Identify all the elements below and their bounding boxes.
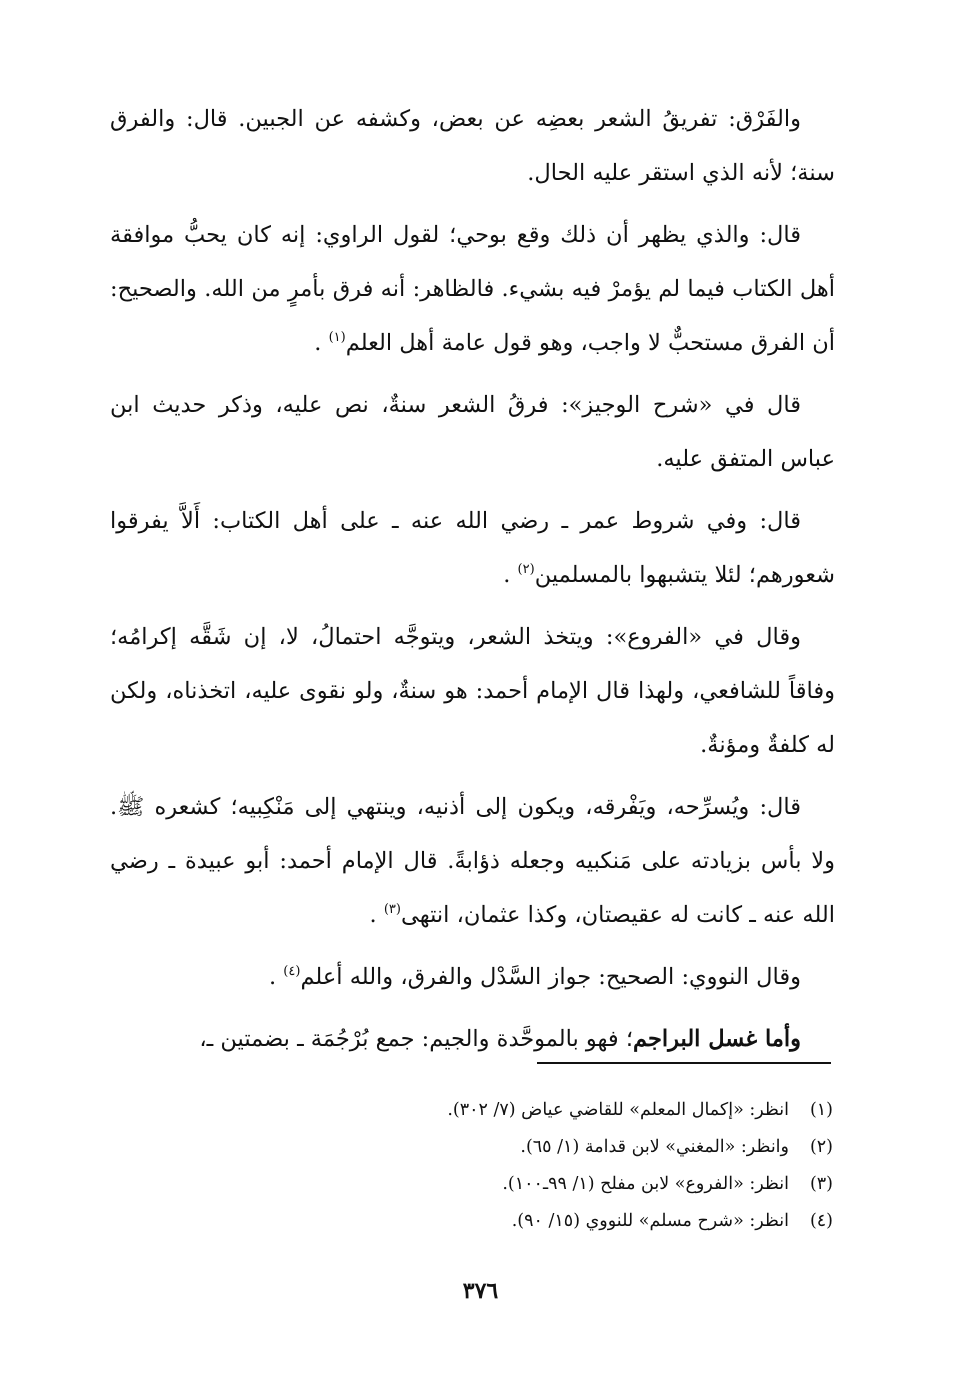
footnote-reference[interactable]: (١) <box>328 330 346 345</box>
paragraph-text: ؛ فهو بالموحَّدة والجيم: جمع بُرْجُمَة ـ بضمتين ـ، <box>199 1026 633 1052</box>
footnote-text: وانظر: «المغني» لابن قدامة (١/ ٦٥). <box>520 1137 789 1157</box>
footnote-text: انظر: «شرح مسلم» للنووي (١٥/ ٩٠). <box>511 1211 789 1231</box>
footnote-reference[interactable]: (٤) <box>283 964 301 979</box>
paragraph-end: . <box>314 330 322 356</box>
footnote-separator <box>537 1062 831 1064</box>
paragraph-8 <box>110 1012 835 1066</box>
footnote-3 <box>233 1166 833 1203</box>
paragraph-text: قال: ويُسرِّحه، ويَفْرقه، ويكون إلى أذنيه، وينتهي إلى مَنْكِبيه؛ كشعره ﷺ. ولا بأس بزيادته على مَنكبيه وجعله ذؤابةً. قال الإمام أحمد: أبو عبيدة ـ رضي الله عنه ـ كانت له عقيصتان، وكذا عثمان، انتهى <box>110 794 835 928</box>
footnote-number: (٤) <box>809 1211 833 1231</box>
footnote-1 <box>233 1092 833 1129</box>
paragraph-2 <box>110 208 835 370</box>
footnote-text: انظر: «إكمال المعلم» للقاضي عياض (٧/ ٣٠٢). <box>447 1100 789 1120</box>
main-text <box>110 92 835 1074</box>
footnote-number: (١) <box>809 1100 833 1120</box>
footnote-number: (٢) <box>809 1137 833 1157</box>
footnote-text: انظر: «الفروع» لابن مفلح (١/ ٩٩ـ١٠٠). <box>502 1174 789 1194</box>
paragraph-text: قال: وفي شروط عمر ـ رضي الله عنه ـ على أهل الكتاب: أَلاَّ يفرقوا شعورهم؛ لئلا يتشبهوا بالمسلمين <box>110 508 835 588</box>
paragraph-end: . <box>503 562 511 588</box>
paragraph-end: . <box>369 902 377 928</box>
footnote-reference[interactable]: (٣) <box>383 902 401 917</box>
paragraph-4 <box>110 494 835 602</box>
footnote-number: (٣) <box>809 1174 833 1194</box>
paragraph-text: قال في «شرح الوجيز»: فرقُ الشعر سنةٌ، نص عليه، وذكر حديث ابن عباس المتفق عليه. <box>110 392 835 472</box>
paragraph-text: والفَرْق: تفريقُ الشعر بعضِه عن بعض، وكشفه عن الجبين. قال: والفرق سنة؛ لأنه الذي استقر عليه الحال. <box>110 106 835 186</box>
footnote-4 <box>233 1203 833 1240</box>
footnote-reference[interactable]: (٢) <box>517 562 535 577</box>
footnote-2 <box>233 1129 833 1166</box>
bold-heading: وأما غسل البراجم <box>632 1026 801 1052</box>
paragraph-7 <box>110 950 835 1004</box>
paragraph-5 <box>110 610 835 772</box>
paragraph-6 <box>110 780 835 942</box>
paragraph-end: . <box>268 964 277 990</box>
paragraph-text: وقال النووي: الصحيح: جواز السَّدْل والفرق، والله أعلم <box>300 964 801 990</box>
paragraph-text: قال: والذي يظهر أن ذلك وقع بوحي؛ لقول الراوي: إنه كان يحبُّ موافقة أهل الكتاب فيما لم يؤمرْ فيه بشيء. فالظاهر: أنه فرق بأمرٍ من الله. والصحيح: أن الفرق مستحبٌّ لا واجب، وهو قول عامة أهل العلم <box>110 222 835 356</box>
footnotes <box>233 1092 833 1240</box>
paragraph-3 <box>110 378 835 486</box>
page-number: ٣٧٦ <box>462 1278 499 1304</box>
paragraph-1 <box>110 92 835 200</box>
paragraph-text: وقال في «الفروع»: ويتخذ الشعر، ويتوجَّه احتمالُ، لا، إن شَقَّه إكرامُه؛ وفاقاً للشافعي، ولهذا قال الإمام أحمد: هو سنةٌ، ولو نقوى عليه، اتخذناه، ولكن له كلفةٌ ومؤنةٌ. <box>110 624 835 758</box>
